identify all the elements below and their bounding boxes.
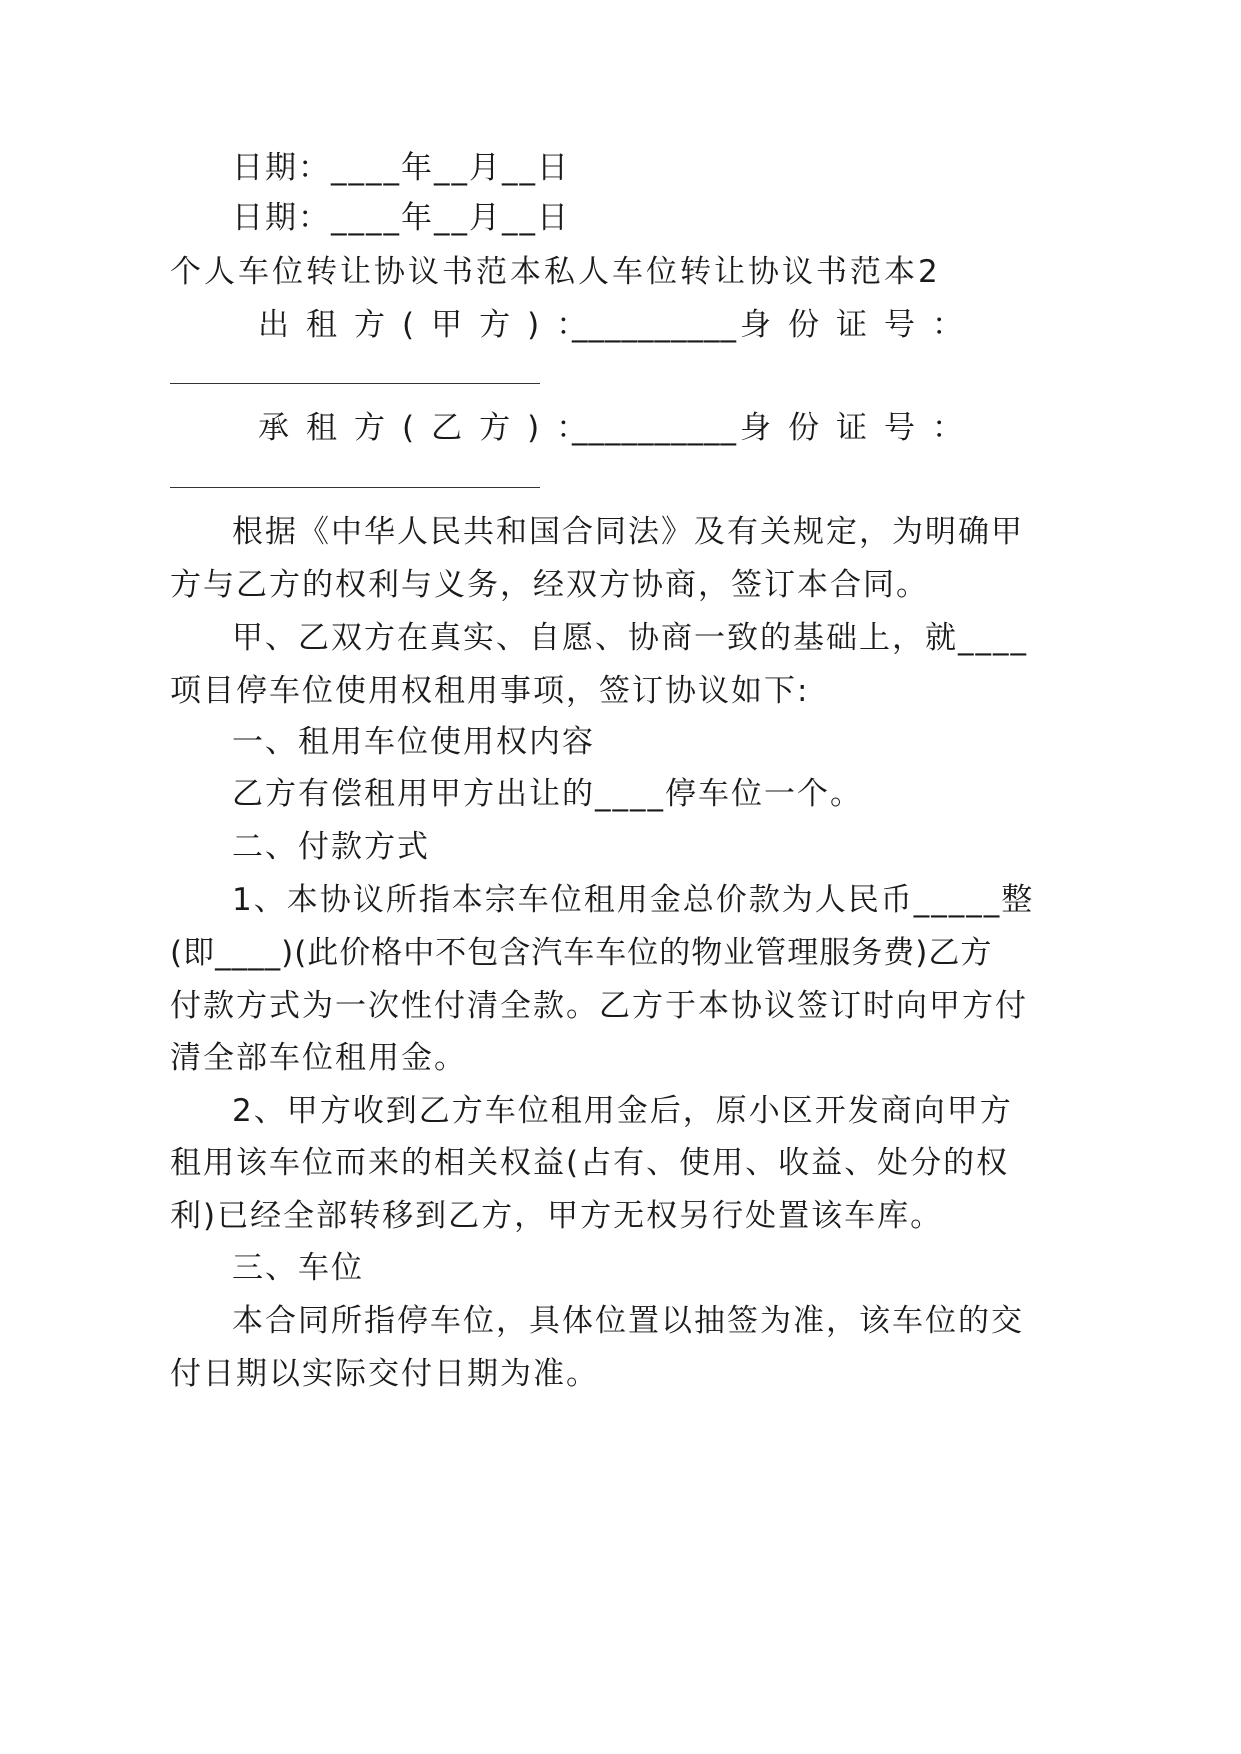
- party-b-name-blank: __________: [572, 410, 737, 446]
- clause-2-line-3: 利)已经全部转移到乙方，甲方无权另行处置该车库。: [170, 1198, 944, 1234]
- section-3-line-1: 本合同所指停车位，具体位置以抽签为准，该车位的交: [232, 1303, 1024, 1339]
- document-title: 个人车位转让协议书范本私人车位转让协议书范本2: [170, 254, 941, 290]
- section-3-heading: 三、车位: [232, 1250, 364, 1286]
- party-a-name-blank: __________: [572, 307, 737, 343]
- clause-2-line-2: 租用该车位而来的相关权益(占有、使用、收益、处分的权: [170, 1145, 1010, 1181]
- clause-1-line-2: (即____)(此价格中不包含汽车车位的物业管理服务费)乙方: [170, 935, 993, 971]
- party-a-id-rule: [170, 383, 540, 384]
- clause-1-line-1: 1、本协议所指本宗车位租用金总价款为人民币_____整: [232, 882, 1035, 918]
- paragraph-2-line-1: 甲、乙双方在真实、自愿、协商一致的基础上，就____: [232, 620, 1028, 656]
- clause-2-line-1: 2、甲方收到乙方车位租用金后，原小区开发商向甲方: [232, 1093, 1013, 1129]
- clause-1-line-3: 付款方式为一次性付清全款。乙方于本协议签订时向甲方付: [170, 988, 1028, 1024]
- date-line-1: 日期：____年__月__日: [232, 150, 570, 186]
- section-1-body: 乙方有偿租用甲方出让的____停车位一个。: [232, 776, 863, 812]
- date-line-2: 日期：____年__月__日: [232, 200, 570, 236]
- party-a-label: 出租方(甲方)：: [258, 307, 605, 343]
- paragraph-1-line-1: 根据《中华人民共和国合同法》及有关规定，为明确甲: [232, 514, 1024, 550]
- clause-1-line-4: 清全部车位租用金。: [170, 1040, 467, 1076]
- party-a-id-label: 身份证号：: [740, 307, 980, 343]
- section-3-line-2: 付日期以实际交付日期为准。: [170, 1356, 599, 1392]
- party-b-id-rule: [170, 487, 540, 488]
- paragraph-2-line-2: 项目停车位使用权租用事项，签订协议如下:: [170, 673, 810, 709]
- party-b-label: 承租方(乙方)：: [258, 410, 605, 446]
- paragraph-1-line-2: 方与乙方的权利与义务，经双方协商，签订本合同。: [170, 567, 929, 603]
- section-2-heading: 二、付款方式: [232, 829, 430, 865]
- section-1-heading: 一、租用车位使用权内容: [232, 724, 595, 760]
- party-b-id-label: 身份证号：: [740, 410, 980, 446]
